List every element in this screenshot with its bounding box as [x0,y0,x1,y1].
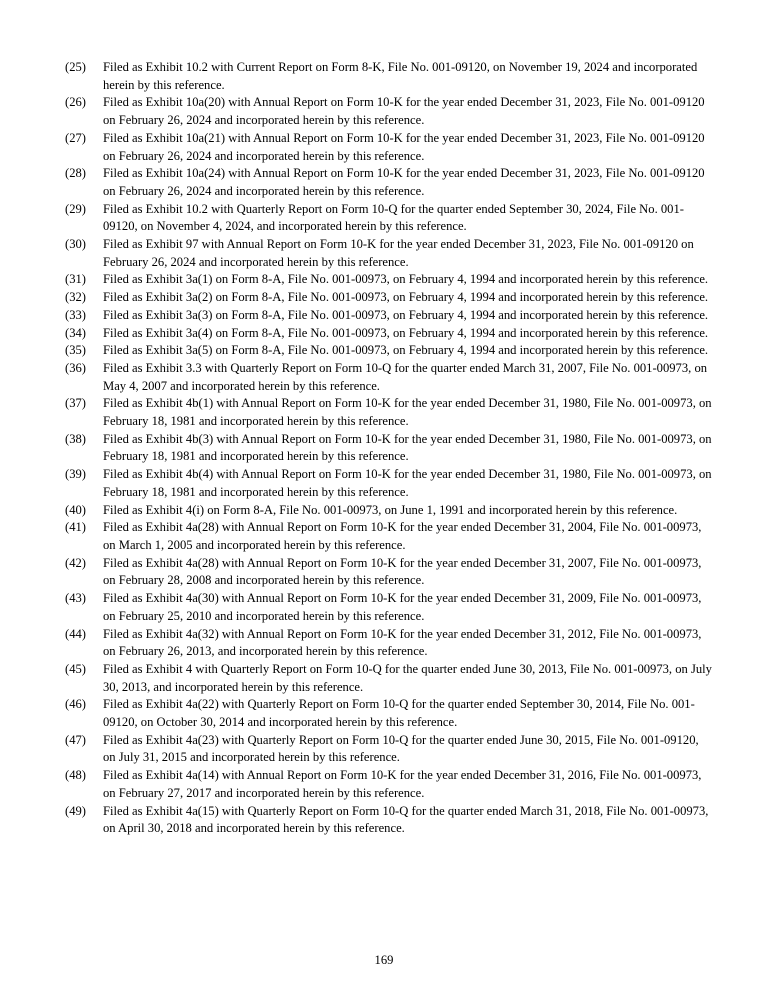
item-text: Filed as Exhibit 4a(30) with Annual Report on Form 10-K for the year ended December 31, 2009, File No. 001-00973, on February 25, 2010 and incorporated herein by this reference. [103,591,702,623]
item-number: (42) [65,555,86,570]
item-text: Filed as Exhibit 4(i) on Form 8-A, File No. 001-00973, on June 1, 1991 and incorporated herein by this reference. [103,502,678,517]
list-item [65,590,713,625]
item-number: (37) [65,396,86,411]
item-text: Filed as Exhibit 3a(4) on Form 8-A, File No. 001-00973, on February 4, 1994 and incorporated herein by this reference. [103,325,709,340]
item-text: Filed as Exhibit 4b(4) with Annual Report on Form 10-K for the year ended December 31, 1980, File No. 001-00973, on February 18, 1981 and incorporated herein by this reference. [103,467,712,499]
list-item [65,395,713,430]
item-number: (32) [65,290,86,305]
item-number: (38) [65,431,86,446]
item-number: (49) [65,803,86,818]
item-number: (41) [65,520,86,535]
list-item [65,466,713,501]
exhibit-list [65,59,713,838]
list-item [65,325,713,343]
list-item [65,342,713,360]
item-text: Filed as Exhibit 4a(28) with Annual Report on Form 10-K for the year ended December 31, 2007, File No. 001-00973, on February 28, 2008 and incorporated herein by this reference. [103,555,702,588]
item-number: (27) [65,130,86,145]
item-text: Filed as Exhibit 10a(24) with Annual Report on Form 10-K for the year ended December 31, 2023, File No. 001-09120 on February 26, 2024 and incorporated herein by this reference. [103,166,705,198]
item-number: (28) [65,166,86,181]
item-text: Filed as Exhibit 10a(20) with Annual Report on Form 10-K for the year ended December 31, 2023, File No. 001-09120 on February 26, 2024 and incorporated herein by this reference. [103,95,705,128]
item-number: (35) [65,343,86,358]
list-item [65,661,713,696]
list-item [65,767,713,802]
list-item [65,555,713,590]
item-number: (34) [65,325,86,340]
document-page [65,59,713,838]
item-text: Filed as Exhibit 4a(14) with Annual Report on Form 10-K for the year ended December 31, 2016, File No. 001-00973, on February 27, 2017 and incorporated herein by this reference. [103,768,702,800]
item-text: Filed as Exhibit 3a(5) on Form 8-A, File No. 001-00973, on February 4, 1994 and incorporated herein by this reference. [103,343,709,358]
item-number: (46) [65,697,86,712]
list-item [65,165,713,200]
item-text: Filed as Exhibit 4a(23) with Quarterly Report on Form 10-Q for the quarter ended June 30, 2015, File No. 001-09120, on July 31, 2015 and incorporated herein by this reference. [103,732,699,765]
list-item [65,236,713,271]
list-item [65,307,713,325]
item-text: Filed as Exhibit 3a(3) on Form 8-A, File No. 001-00973, on February 4, 1994 and incorporated herein by this reference. [103,307,709,322]
item-number: (26) [65,95,86,110]
list-item [65,626,713,661]
item-number: (31) [65,272,86,287]
item-number: (40) [65,502,86,517]
item-text: Filed as Exhibit 10.2 with Current Report on Form 8-K, File No. 001-09120, on November 19, 2024 and incorporated herein by this reference. [103,60,698,92]
item-text: Filed as Exhibit 3a(2) on Form 8-A, File No. 001-00973, on February 4, 1994 and incorporated herein by this reference. [103,290,709,305]
item-number: (25) [65,60,86,74]
item-text: Filed as Exhibit 4a(28) with Annual Report on Form 10-K for the year ended December 31, 2004, File No. 001-00973, on March 1, 2005 and incorporated herein by this reference. [103,520,702,552]
item-text: Filed as Exhibit 4a(15) with Quarterly Report on Form 10-Q for the quarter ended March 31, 2018, File No. 001-00973, on April 30, 2018 and incorporated herein by this reference. [103,803,709,836]
item-number: (30) [65,237,86,252]
list-item [65,289,713,307]
item-number: (33) [65,307,86,322]
item-text: Filed as Exhibit 97 with Annual Report on Form 10-K for the year ended December 31, 2023, File No. 001-09120 on February 26, 2024 and incorporated herein by this reference. [103,237,694,269]
item-number: (45) [65,661,86,676]
item-number: (36) [65,360,86,375]
item-number: (44) [65,626,86,641]
item-text: Filed as Exhibit 4 with Quarterly Report on Form 10-Q for the quarter ended June 30, 2013, File No. 001-00973, on July 30, 2013, and incorporated herein by this reference. [103,661,712,694]
item-number: (43) [65,591,86,606]
page-number: 169 [374,953,394,967]
item-number: (39) [65,467,86,482]
list-item [65,431,713,466]
list-item [65,696,713,731]
item-text: Filed as Exhibit 4b(1) with Annual Report on Form 10-K for the year ended December 31, 1980, File No. 001-00973, on February 18, 1981 and incorporated herein by this reference. [103,396,712,429]
item-text: Filed as Exhibit 10a(21) with Annual Report on Form 10-K for the year ended December 31, 2023, File No. 001-09120 on February 26, 2024 and incorporated herein by this reference. [103,130,705,163]
item-text: Filed as Exhibit 4b(3) with Annual Report on Form 10-K for the year ended December 31, 1980, File No. 001-00973, on February 18, 1981 and incorporated herein by this reference. [103,431,712,464]
list-item [65,502,713,520]
list-item [65,803,713,838]
list-item [65,360,713,395]
list-item [65,201,713,236]
item-text: Filed as Exhibit 3a(1) on Form 8-A, File No. 001-00973, on February 4, 1994 and incorporated herein by this reference. [103,272,709,287]
item-number: (47) [65,732,86,747]
item-text: Filed as Exhibit 3.3 with Quarterly Report on Form 10-Q for the quarter ended March 31, 2007, File No. 001-00973, on May 4, 2007 and incorporated herein by this reference. [103,360,708,393]
list-item [65,59,713,94]
item-number: (29) [65,201,86,216]
list-item [65,519,713,554]
item-text: Filed as Exhibit 4a(32) with Annual Report on Form 10-K for the year ended December 31, 2012, File No. 001-00973, on February 26, 2013, and incorporated herein by this reference. [103,626,702,659]
item-text: Filed as Exhibit 4a(22) with Quarterly Report on Form 10-Q for the quarter ended September 30, 2014, File No. 001-09120, on October 30, 2014 and incorporated herein by this reference. [103,697,695,730]
list-item [65,130,713,165]
item-number: (48) [65,768,86,783]
list-item [65,732,713,767]
item-text: Filed as Exhibit 10.2 with Quarterly Report on Form 10-Q for the quarter ended September 30, 2024, File No. 001-09120, on November 4, 2024, and incorporated herein by this reference. [103,201,684,234]
list-item [65,94,713,129]
list-item [65,271,713,289]
